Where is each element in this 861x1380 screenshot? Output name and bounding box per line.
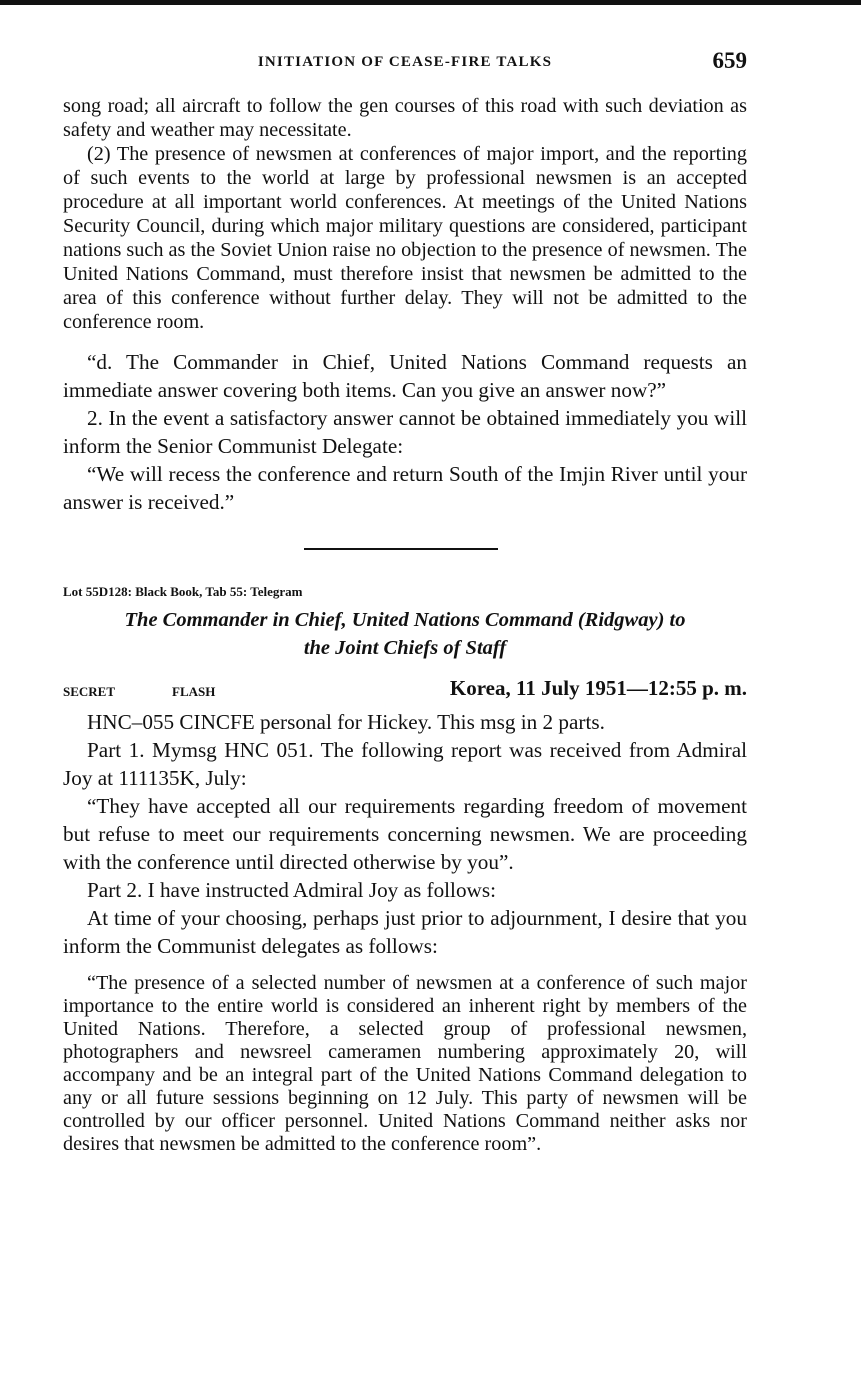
telegram-body (63, 708, 747, 960)
page-number: 659 (712, 48, 747, 73)
preceding-paragraph-1: song road; all aircraft to follow the gen courses of this road with such deviation as safety and weather may necessitate. (63, 95, 747, 141)
document-title-line-2: the Joint Chiefs of Staff (303, 637, 507, 659)
closing-text-block (63, 348, 747, 516)
telegram-meta-row (63, 676, 747, 708)
closing-paragraph-3: “We will recess the conference and return South of the Imjin River until your answer is received.” (63, 462, 747, 514)
telegram-paragraph-3: “They have accepted all our requirements regarding freedom of movement but refuse to meet our requirements concerning newsmen. We are proceeding with the conference until directed otherwise by you”. (63, 794, 747, 874)
section-divider-rule (304, 548, 498, 550)
telegram-paragraph-1: HNC–055 CINCFE personal for Hickey. This msg in 2 parts. (87, 710, 605, 734)
precedence-label: FLASH (172, 684, 216, 699)
telegram-paragraph-5: At time of your choosing, perhaps just prior to adjournment, I desire that you inform the Communist delegates as follows: (63, 906, 747, 958)
quoted-statement-block (63, 972, 747, 1156)
document-source: Lot 55D128: Black Book, Tab 55: Telegram (63, 584, 303, 599)
closing-paragraph-1: “d. The Commander in Chief, United Nations Command requests an immediate answer covering both items. Can you give an answer now?” (63, 350, 747, 402)
classification-label: SECRET (63, 684, 116, 699)
dateline: Korea, 11 July 1951—12:55 p. m. (449, 676, 747, 700)
section-divider (63, 516, 747, 578)
document-title (63, 606, 747, 662)
preceding-paragraph-2: (2) The presence of newsmen at conferences of major import, and the reporting of such events to the world at large by professional newsmen is an accepted procedure at all important world conferences. At meetings of the United Nations Security Council, during which major military questions are considered, participant nations such as the Soviet Union raise no objection to the presence of newsmen. The United Nations Command, must therefore insist that newsmen be admitted to the area of this conference without further delay. They will not be admitted to the conference room. (63, 143, 747, 333)
document-page (63, 48, 747, 1156)
quoted-statement: “The presence of a selected number of newsmen at a conference of such major importance to the entire world is considered an inherent right by members of the United Nations. Therefore, a selected group of professional newsmen, photographers and newsreel cameramen numbering approximately 20, will accompany and be an integral part of the United Nations Command delegation to any or all future sessions beginning on 12 July. This party of newsmen will be controlled by our officer personnel. United Nations Command neither asks nor desires that newsmen be admitted to the conference room”. (63, 972, 747, 1155)
document-title-line-1: The Commander in Chief, United Nations Command (Ridgway) to (124, 609, 686, 631)
top-edge-rule (0, 0, 861, 5)
preceding-text-block (63, 94, 747, 334)
page-header (63, 48, 747, 82)
running-title: INITIATION OF CEASE-FIRE TALKS (257, 54, 553, 70)
telegram-paragraph-4: Part 2. I have instructed Admiral Joy as follows: (87, 878, 496, 902)
telegram-paragraph-2: Part 1. Mymsg HNC 051. The following report was received from Admiral Joy at 111135K, July: (63, 738, 747, 790)
closing-paragraph-2: 2. In the event a satisfactory answer cannot be obtained immediately you will inform the Senior Communist Delegate: (63, 406, 747, 458)
